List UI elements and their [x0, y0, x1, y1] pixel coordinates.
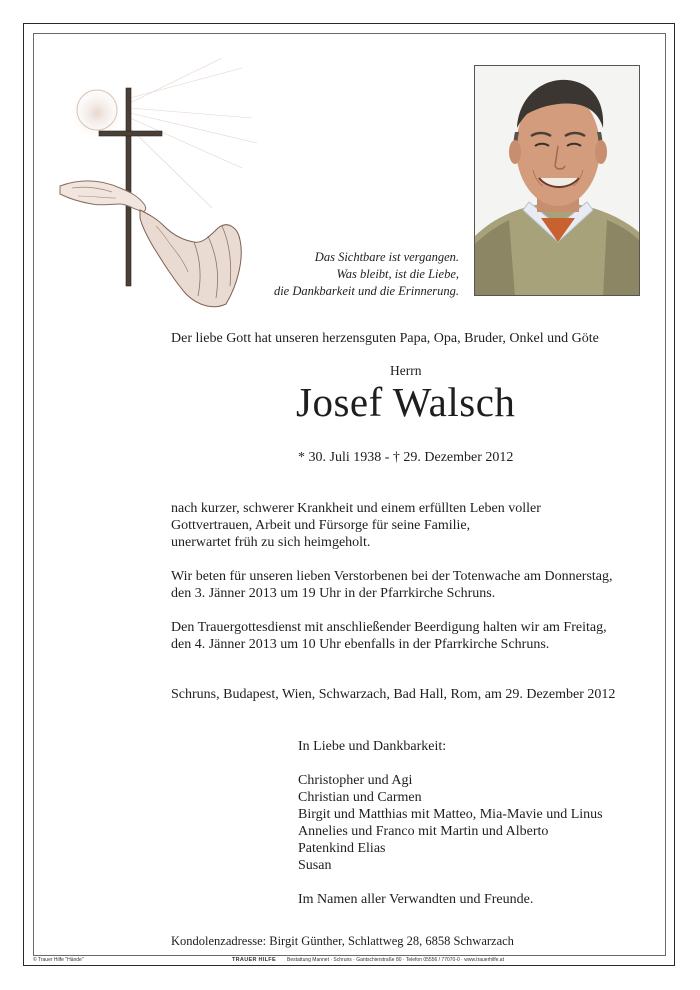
signers-closing: Im Namen aller Verwandten und Freunde. — [298, 892, 534, 907]
quote-line-3: die Dankbarkeit und die Erinnerung. — [273, 284, 459, 298]
signers-heading: In Liebe und Dankbarkeit: — [298, 739, 447, 754]
signer-name: Patenkind Elias — [298, 841, 386, 856]
paragraph-funeral — [171, 619, 607, 653]
paragraph-death-notice — [171, 500, 541, 551]
paragraph-wake — [171, 568, 613, 602]
deceased-name: Josef Walsch — [296, 379, 516, 425]
signer-name: Susan — [298, 858, 332, 873]
signer-name: Christian und Carmen — [298, 790, 422, 805]
paragraph-line: unerwartet früh zu sich heimgeholt. — [171, 535, 371, 550]
quote — [229, 249, 459, 300]
quote-line-1: Das Sichtbare ist vergangen. — [314, 250, 459, 264]
life-dates: * 30. Juli 1938 - † 29. Dezember 2012 — [298, 450, 514, 465]
quote-line-2: Was bleibt, ist die Liebe, — [336, 267, 459, 281]
condolence-address: Kondolenzadresse: Birgit Günther, Schlattweg 28, 6858 Schwarzach — [171, 934, 514, 948]
signer-name: Christopher und Agi — [298, 773, 413, 788]
paragraph-line: den 4. Jänner 2013 um 10 Uhr ebenfalls in der Pfarrkirche Schruns. — [171, 637, 550, 652]
salutation: Herrn — [390, 363, 422, 378]
footer-brand: TRAUER HILFE — [232, 957, 276, 963]
signer-name: Birgit und Matthias mit Matteo, Mia-Mavie und Linus — [298, 807, 603, 822]
cross-with-hands-icon — [52, 58, 257, 313]
paragraph-line: Wir beten für unseren lieben Verstorbenen bei der Totenwache am Donnerstag, — [171, 569, 613, 584]
place-and-date — [171, 686, 615, 703]
paragraph-line: nach kurzer, schwerer Krankheit und einem erfüllten Leben voller — [171, 501, 541, 516]
paragraph-line: den 3. Jänner 2013 um 19 Uhr in der Pfarrkirche Schruns. — [171, 586, 496, 601]
portrait-photo — [474, 65, 640, 296]
signer-name: Annelies und Franco mit Martin und Alberto — [298, 824, 549, 839]
place-date-text: Schruns, Budapest, Wien, Schwarzach, Bad Hall, Rom, am 29. Dezember 2012 — [171, 687, 616, 702]
intro-text: Der liebe Gott hat unseren herzensguten Papa, Opa, Bruder, Onkel und Göte — [171, 331, 599, 346]
signers-block — [298, 738, 603, 908]
paragraph-line: Gottvertrauen, Arbeit und Fürsorge für seine Familie, — [171, 518, 471, 533]
paragraph-line: Den Trauergottesdienst mit anschließender Beerdigung halten wir am Freitag, — [171, 620, 607, 635]
footer-info: Bestattung Mannet · Schruns · Gantschierstraße 80 · Telefon 05556 / 77070-0 · www.trauerhilfe.at — [287, 957, 504, 963]
footer-copyright: © Trauer Hilfe "Hände" — [33, 957, 84, 963]
